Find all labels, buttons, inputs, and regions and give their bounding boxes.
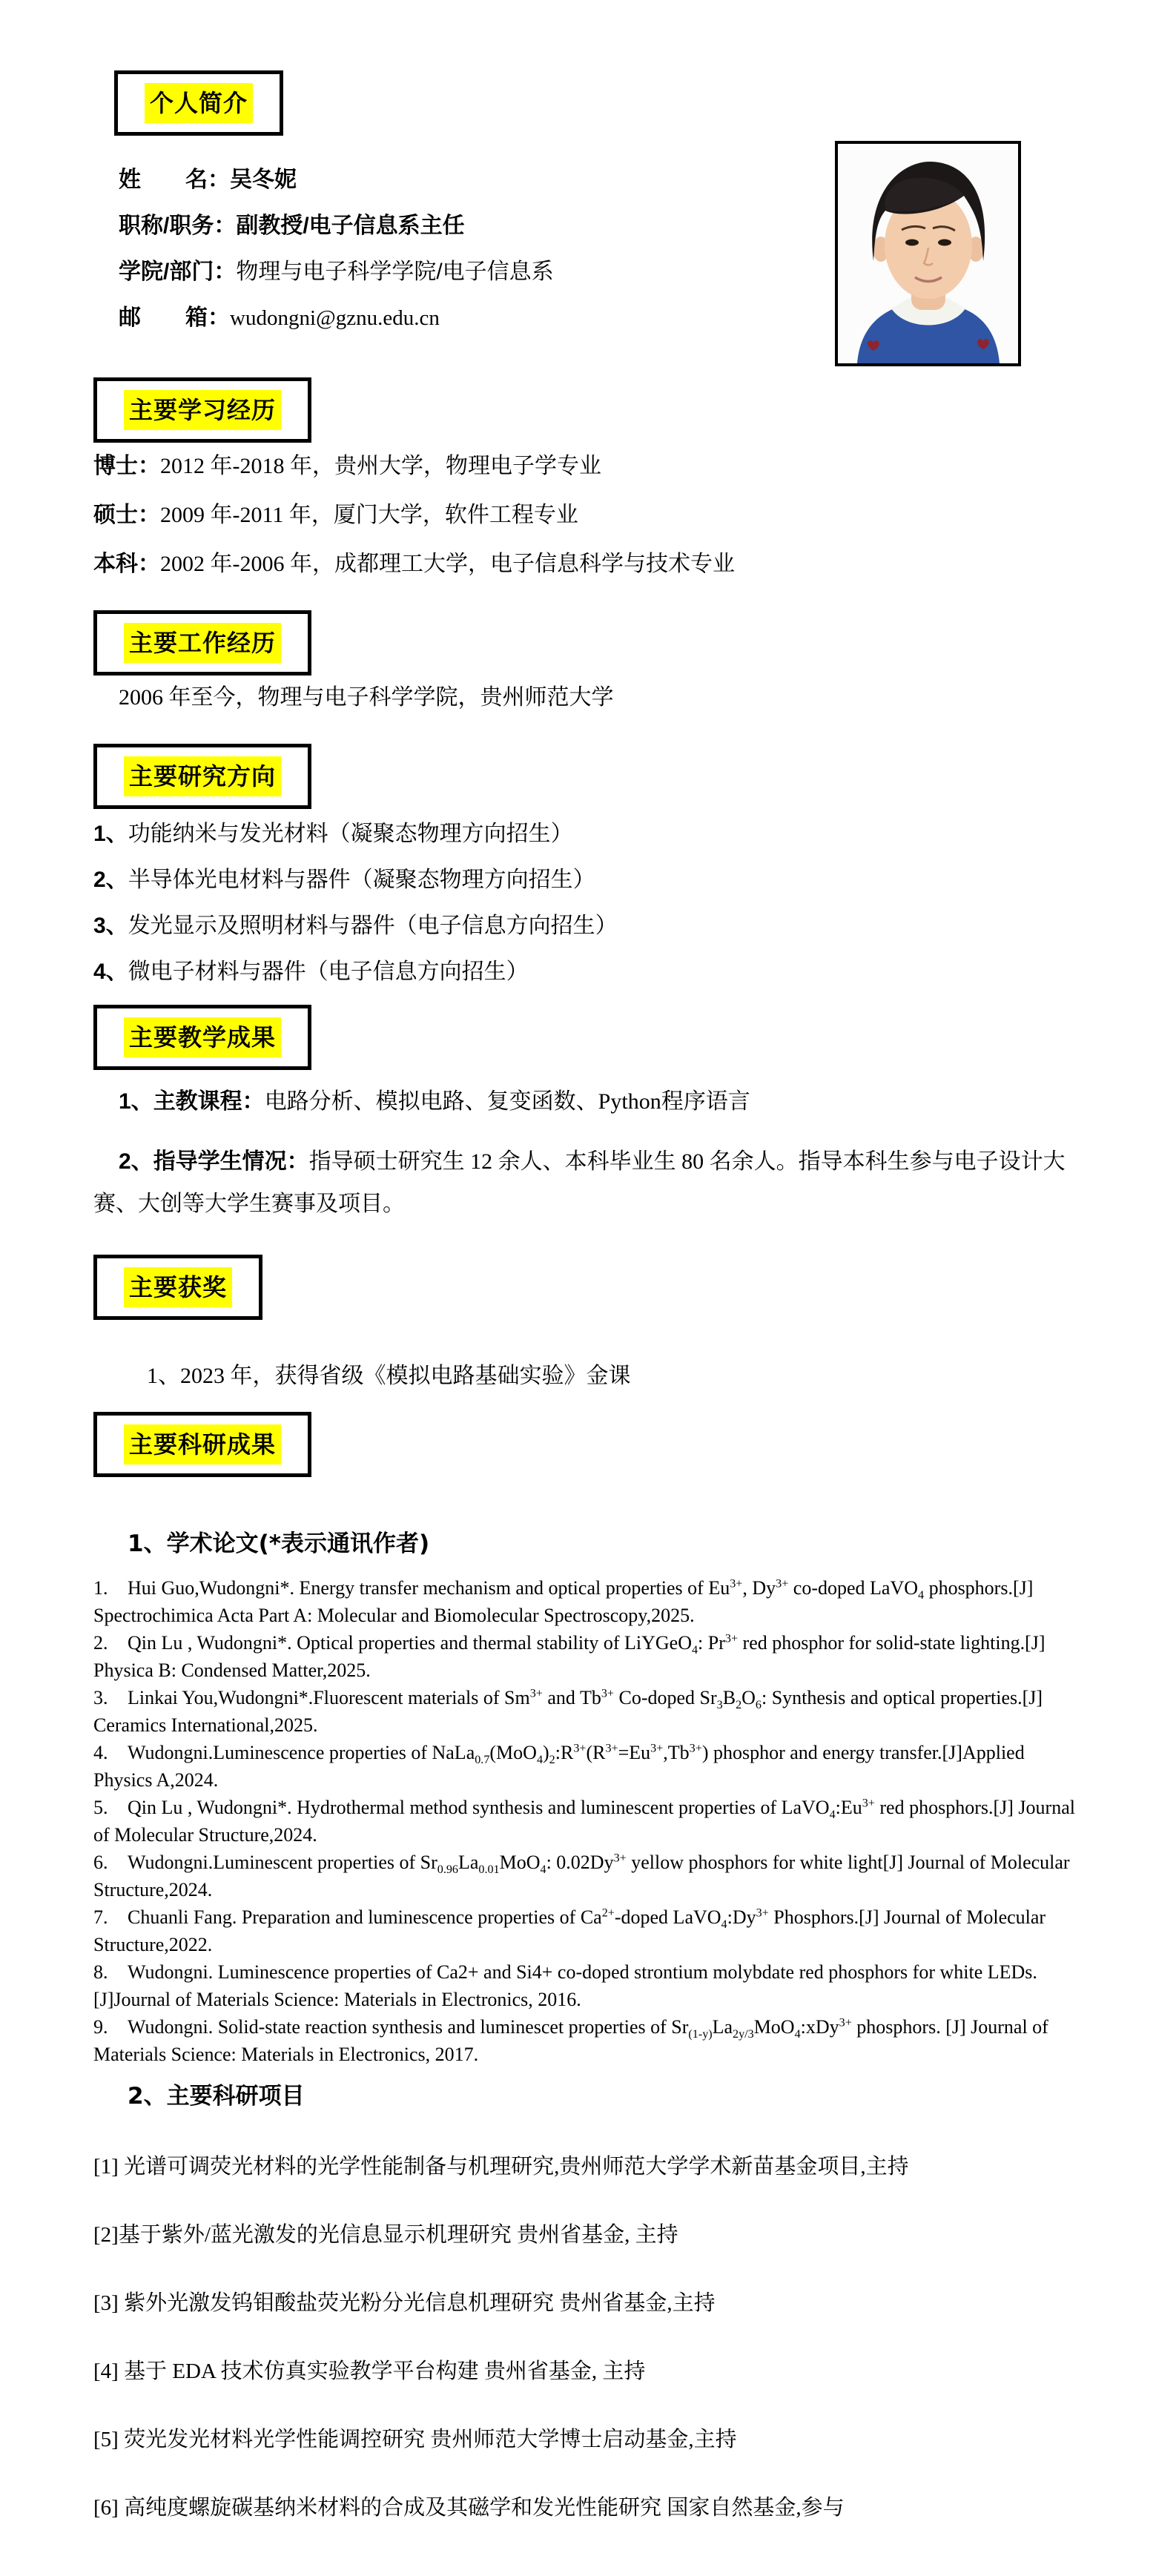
- field-value-title: 副教授/电子信息系主任: [236, 214, 465, 238]
- education-item-text: 2012 年-2018 年，贵州大学，物理电子学专业: [160, 454, 601, 478]
- badge-awards: [93, 1255, 262, 1320]
- paper-item: [93, 1739, 1087, 1794]
- project-item: [2]基于紫外/蓝光激发的光信息显示机理研究 贵州省基金, 主持: [93, 2223, 678, 2247]
- teaching-item-label: 指导学生情况：: [153, 1149, 309, 1174]
- teaching-item-text: 电路分析、模拟电路、复变函数、Python程序语言: [264, 1089, 750, 1114]
- field-label-name: 姓 名：: [119, 168, 230, 192]
- paper-number: 7.: [93, 1906, 108, 1928]
- paper-text: Wudongni. Solid-state reaction synthesis and luminescet properties of $Sr_{(1-y)}La_{2y/3}MoO_4:xDy^{3+}$ phosphors. [J] Journal of Materials Science: Materials in Electronics, 2017.: [93, 2016, 1048, 2065]
- education-degree-label: 博士：: [93, 454, 160, 478]
- badge-education-label: 主要学习经历: [124, 390, 281, 430]
- work-experience-item: 2006 年至今，物理与电子科学学院，贵州师范大学: [119, 685, 614, 710]
- field-label-department: 学院/部门：: [119, 260, 237, 284]
- teaching-item-number: 2、: [119, 1149, 153, 1174]
- papers-heading: 1、学术论文(*表示通讯作者): [128, 1530, 430, 1557]
- profile-photo-illustration: [838, 144, 1018, 363]
- badge-awards-label: 主要获奖: [124, 1267, 232, 1307]
- paper-item: [93, 1794, 1087, 1849]
- teaching-item-text: 指导硕士研究生 12 余人、本科毕业生 80 名余人。指导本科生参与电子设计大赛、大创等大学生赛事及项目。: [93, 1149, 1066, 1216]
- project-item: [6] 高纯度螺旋碳基纳米材料的合成及其磁学和发光性能研究 国家自然基金,参与: [93, 2496, 845, 2520]
- field-label-title: 职称/职务：: [119, 214, 237, 238]
- field-value-department: 物理与电子科学学院/电子信息系: [236, 260, 554, 284]
- paper-text: Hui Guo,Wudongni*. Energy transfer mechanism and optical properties of $Eu^{3+}$, $Dy^{3+}$ co-doped LaVO$_4$ phosphors.[J] Spectrochimica Acta Part A: Molecular and Biomolecular Spectroscopy,2025.: [93, 1577, 1034, 1626]
- research-item-text: 微电子材料与器件（电子信息方向招生）: [128, 960, 529, 984]
- education-item-text: 2009 年-2011 年，厦门大学，软件工程专业: [160, 503, 578, 527]
- research-direction-item: [93, 821, 1087, 848]
- research-item-text: 功能纳米与发光材料（凝聚态物理方向招生）: [128, 822, 573, 846]
- research-item-text: 发光显示及照明材料与器件（电子信息方向招生）: [128, 914, 618, 938]
- badge-work-experience: [93, 610, 311, 676]
- education-item-bachelor: [93, 551, 1087, 578]
- field-label-email: 邮 箱：: [119, 306, 230, 330]
- project-item: [1] 光谱可调荧光材料的光学性能制备与机理研究,贵州师范大学学术新苗基金项目,主持: [93, 2155, 909, 2179]
- badge-personal-profile: [114, 70, 283, 136]
- education-list: [93, 453, 1087, 578]
- teaching-item-students: [93, 1140, 1084, 1225]
- badge-teaching-achievements-label: 主要教学成果: [124, 1017, 281, 1057]
- education-item-phd: [93, 453, 1087, 480]
- paper-number: 1.: [93, 1577, 108, 1599]
- paper-text: Qin Lu , Wudongni*. Optical properties and thermal stability of LiYGeO$_4$: $Pr^{3+}$ red phosphor for solid-state lighting.[J] Physica B: Condensed Matter,2025.: [93, 1632, 1045, 1681]
- education-item-text: 2002 年-2006 年，成都理工大学，电子信息科学与技术专业: [160, 552, 735, 576]
- research-direction-item: [93, 867, 1087, 894]
- paper-number: 6.: [93, 1852, 108, 1873]
- paper-number: 5.: [93, 1797, 108, 1818]
- paper-text: Wudongni. Luminescence properties of Ca2+ and Si4+ co-doped strontium molybdate red phosphors for white LEDs. [J]Journal of Materials Science: Materials in Electronics, 2016.: [93, 1961, 1037, 2010]
- field-value-email: wudongni@gznu.edu.cn: [230, 306, 440, 330]
- research-directions-list: [93, 821, 1087, 985]
- badge-scientific-achievements-label: 主要科研成果: [124, 1424, 281, 1464]
- badge-research-directions: [93, 744, 311, 809]
- project-item: [3] 紫外光激发钨钼酸盐荧光粉分光信息机理研究 贵州省基金,主持: [93, 2291, 716, 2315]
- badge-scientific-achievements: [93, 1412, 311, 1477]
- project-item: [4] 基于 EDA 技术仿真实验教学平台构建 贵州省基金, 主持: [93, 2359, 646, 2383]
- paper-item: [93, 1629, 1087, 1684]
- projects-heading: 2、主要科研项目: [128, 2083, 305, 2110]
- paper-item: [93, 1684, 1087, 1739]
- project-item: [5] 荧光发光材料光学性能调控研究 贵州师范大学博士启动基金,主持: [93, 2428, 737, 2451]
- badge-personal-profile-label: 个人简介: [145, 83, 253, 123]
- badge-education: [93, 377, 311, 443]
- paper-number: 2.: [93, 1632, 108, 1654]
- paper-item: [93, 1574, 1087, 1629]
- paper-item: [93, 2013, 1087, 2068]
- paper-number: 3.: [93, 1687, 108, 1708]
- education-degree-label: 本科：: [93, 552, 160, 576]
- education-item-master: [93, 502, 1087, 529]
- badge-research-directions-label: 主要研究方向: [124, 756, 281, 796]
- paper-text: Linkai You,Wudongni*.Fluorescent materials of $Sm^{3+}$ and $Tb^{3+}$ Co-doped $Sr_3B_2O_6$: Synthesis and optical properties.[J] Ceramics International,2025.: [93, 1687, 1043, 1736]
- teaching-item-label: 主教课程：: [153, 1089, 265, 1114]
- paper-text: Qin Lu , Wudongni*. Hydrothermal method synthesis and luminescent properties of $LaVO_4:Eu^{3+}$ red phosphors.[J] Journal of Molecular Structure,2024.: [93, 1797, 1075, 1846]
- papers-list: [93, 1574, 1087, 2068]
- paper-text: Wudongni.Luminescence properties of $NaLa_{0.7}(MoO_4)_2:R^{3+}(R^{3+}=Eu^{3+},Tb^{3+})$ phosphor and energy transfer.[J]Applied Physics A,2024.: [93, 1742, 1025, 1791]
- paper-number: 8.: [93, 1961, 108, 1983]
- field-value-name: 吴冬妮: [230, 168, 297, 192]
- paper-item: [93, 1903, 1087, 1958]
- paper-number: 9.: [93, 2016, 108, 2038]
- badge-teaching-achievements: [93, 1005, 311, 1070]
- research-direction-item: [93, 959, 1087, 985]
- profile-photo: [835, 141, 1021, 366]
- research-direction-item: [93, 913, 1087, 939]
- research-item-text: 半导体光电材料与器件（凝聚态物理方向招生）: [128, 868, 595, 892]
- paper-text: Wudongni.Luminescent properties of $Sr_{0.96}La_{0.01}MoO_4$: $0.02Dy^{3+}$ yellow phosphors for white light[J] Journal of Molecular Structure,2024.: [93, 1852, 1070, 1900]
- research-item-number: 2、: [93, 868, 128, 892]
- research-item-number: 4、: [93, 960, 128, 984]
- teaching-item-courses: [93, 1080, 1084, 1123]
- teaching-achievements-list: [93, 1080, 1087, 1225]
- paper-item: [93, 1958, 1087, 2013]
- education-degree-label: 硕士：: [93, 503, 160, 527]
- paper-item: [93, 1849, 1087, 1903]
- research-item-number: 1、: [93, 822, 128, 846]
- projects-list: [93, 2152, 1087, 2523]
- badge-work-experience-label: 主要工作经历: [124, 623, 281, 663]
- paper-text: Chuanli Fang. Preparation and luminescence properties of $Ca^{2+}$-doped $LaVO_4:Dy^{3+}$ Phosphors.[J] Journal of Molecular Structure,2022.: [93, 1906, 1046, 1955]
- teaching-item-number: 1、: [119, 1089, 153, 1114]
- research-item-number: 3、: [93, 914, 128, 938]
- award-item: 1、2023 年，获得省级《模拟电路基础实验》金课: [147, 1364, 631, 1388]
- paper-number: 4.: [93, 1742, 108, 1763]
